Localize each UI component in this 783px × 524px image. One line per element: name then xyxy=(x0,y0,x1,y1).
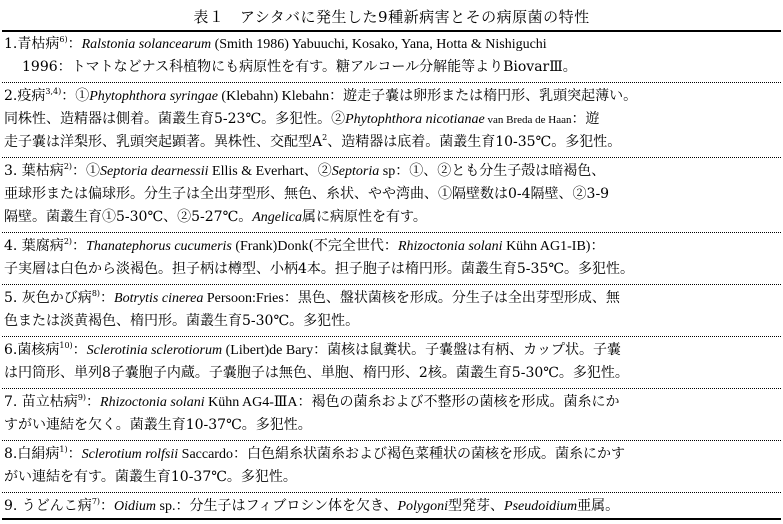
row-text: ： xyxy=(590,238,605,254)
row-divider xyxy=(2,336,781,337)
reference-superscript: 10) xyxy=(59,341,73,350)
row-text: Persoon:Fries xyxy=(203,291,284,306)
reference-superscript: 1) xyxy=(59,445,68,454)
row-text: sp xyxy=(379,164,396,179)
species-name: Ralstonia solancearum xyxy=(81,37,212,52)
table-row xyxy=(4,235,779,281)
reference-superscript: 2) xyxy=(63,237,73,246)
row-text: 3. 葉枯病 xyxy=(4,163,64,179)
row-text: (Libert)de Bary xyxy=(222,343,314,358)
row-text: 型発芽、 xyxy=(448,498,505,514)
species-name: Sclerotium rolfsii xyxy=(81,447,179,462)
row-line xyxy=(4,362,779,385)
row-line xyxy=(4,33,779,56)
row-divider xyxy=(2,157,781,158)
row-text: (不完全世代： xyxy=(308,238,398,254)
row-text: ：遊 xyxy=(571,111,600,127)
table-row xyxy=(4,85,779,154)
species-name: Botrytis cinerea xyxy=(114,291,204,306)
row-text: ：① xyxy=(72,163,101,179)
row-text: 8.白絹病 xyxy=(4,446,60,462)
species-name: Sclerotinia sclerotiorum xyxy=(86,343,223,358)
row-text: 走子嚢は洋梨形、乳頭突起顕著。異株性、交配型A xyxy=(4,134,323,150)
reference-superscript: 9) xyxy=(77,393,87,402)
row-text: ： xyxy=(72,342,87,358)
species-name: Rhizoctonia solani xyxy=(100,395,205,410)
row-line xyxy=(4,108,779,131)
top-rule xyxy=(2,30,781,32)
row-text: 亜球形または偏球形。分生子は全出芽型形、無色、糸状、やや湾曲、①隔壁数は0-4隔壁、②3-9 xyxy=(4,186,610,202)
row-line xyxy=(4,339,779,362)
row-text: 1.青枯病 xyxy=(4,36,60,52)
table-row xyxy=(4,287,779,333)
species-name: Phytophthora syringae xyxy=(89,89,218,104)
row-text: ：褐色の菌糸および不整形の菌核を形成。菌糸にか xyxy=(297,394,620,410)
row-text: sp. xyxy=(156,499,176,514)
row-divider xyxy=(2,492,781,493)
species-name: Septoria dearnessii xyxy=(100,164,209,179)
row-text: ： xyxy=(86,394,101,410)
row-text: 属に病原性を有す。 xyxy=(302,209,427,225)
row-text: ：遊走子嚢は卵形または楕円形、乳頭突起薄い。 xyxy=(329,88,638,104)
row-text: ： xyxy=(100,290,115,306)
reference-superscript: 2) xyxy=(63,162,73,171)
row-text: Saccardo xyxy=(178,447,233,462)
row-line xyxy=(4,131,779,154)
row-text: (Klebahn) Klebahn xyxy=(217,89,330,104)
row-text: 隔壁。菌叢生育①5-30℃、②5-27℃。 xyxy=(4,209,253,225)
species-name: Pseudoidium xyxy=(504,499,578,514)
row-line xyxy=(4,414,779,437)
species-name: Oidium xyxy=(114,499,157,514)
row-text: ：白色絹糸状菌糸および褐色菜種状の菌核を形成。菌糸にかす xyxy=(232,446,625,462)
row-text: 、造精器は底着。菌叢生育10-35℃。多犯性。 xyxy=(327,134,622,150)
row-text: 2.疫病 xyxy=(4,88,46,104)
species-name: Polygoni xyxy=(397,499,449,514)
table-row xyxy=(4,495,779,518)
reference-superscript: 6) xyxy=(59,35,68,44)
species-name: Thanatephorus cucumeris xyxy=(86,239,232,254)
species-name: Rhizoctonia solani xyxy=(397,239,503,254)
row-line xyxy=(4,287,779,310)
row-divider xyxy=(2,82,781,83)
row-divider xyxy=(2,440,781,441)
bottom-rule xyxy=(2,518,781,520)
row-text: ：①、②とも分生子殻は暗褐色、 xyxy=(395,163,606,179)
row-text: ：菌核は鼠糞状。子嚢盤は有柄、カップ状。子嚢 xyxy=(313,342,621,358)
row-text: Kühn AG1-IB) xyxy=(502,239,591,254)
row-line xyxy=(4,235,779,258)
row-divider xyxy=(2,388,781,389)
row-divider xyxy=(2,232,781,233)
row-text: がい連結を有す。菌叢生育10-37℃。多犯性。 xyxy=(4,469,297,485)
table-row xyxy=(4,33,779,79)
row-text: 子実層は白色から淡褐色。担子柄は樽型、小柄4本。担子胞子は楕円形。菌叢生育5-35℃。多犯性。 xyxy=(4,261,635,277)
row-text: 1996：トマトなどナス科植物にも病原性を有す。糖アルコール分解能等よりBiovarⅢ。 xyxy=(22,59,577,75)
row-line xyxy=(4,160,779,183)
row-text: ： xyxy=(72,238,87,254)
reference-superscript: 2 xyxy=(322,133,328,142)
row-text: 、② xyxy=(303,163,332,179)
row-text: すがい連結を欠く。菌叢生育10-37℃。多犯性。 xyxy=(4,417,312,433)
species-name: Angelica xyxy=(252,210,302,225)
row-text: 7. 苗立枯病 xyxy=(4,394,78,410)
row-line xyxy=(4,391,779,414)
row-line xyxy=(4,258,779,281)
row-text: ：分生子はフィブロシン体を欠き、 xyxy=(175,498,398,514)
row-text: 9. うどんこ病 xyxy=(4,498,92,514)
row-text: ： xyxy=(67,36,82,52)
table-title: 表１ アシタバに発生した9種新病害とその病原菌の特性 xyxy=(193,8,590,26)
row-text: ： xyxy=(67,446,82,462)
table-row xyxy=(4,160,779,229)
row-text: Ellis & Everhart xyxy=(208,164,304,179)
row-line xyxy=(4,56,779,79)
row-text: 6.菌核病 xyxy=(4,342,60,358)
row-text: ：① xyxy=(61,88,90,104)
row-text: 亜属。 xyxy=(577,498,620,514)
row-text: ： xyxy=(100,498,115,514)
row-text: (Smith 1986) Yabuuchi, Kosako, Yana, Hotta & Nishiguchi xyxy=(211,37,547,52)
reference-superscript: 3,4) xyxy=(45,87,62,96)
row-line xyxy=(4,466,779,489)
row-text: 4. 葉腐病 xyxy=(4,238,64,254)
row-line xyxy=(4,310,779,333)
row-text: ：黒色、盤状菌核を形成。分生子は全出芽型形成、無 xyxy=(283,290,620,306)
table-row xyxy=(4,339,779,385)
row-text: Kühn AG4-ⅢA xyxy=(204,395,298,410)
row-line xyxy=(4,183,779,206)
table-row xyxy=(4,391,779,437)
row-text: (Frank)Donk xyxy=(231,239,309,254)
species-name: Phytophthora nicotianae xyxy=(345,112,485,127)
reference-superscript: 7) xyxy=(91,497,101,506)
row-line xyxy=(4,495,779,518)
row-text: 色または淡黄褐色、楕円形。菌叢生育5-30℃。多犯性。 xyxy=(4,313,360,329)
row-divider xyxy=(2,284,781,285)
row-line xyxy=(4,206,779,229)
row-text: 5. 灰色かび病 xyxy=(4,290,92,306)
species-name: Septoria xyxy=(331,164,380,179)
row-text: van Breda de Haan xyxy=(484,114,572,126)
reference-superscript: 8) xyxy=(91,289,101,298)
row-line xyxy=(4,443,779,466)
row-text: 同株性、造精器は側着。菌叢生育5-23℃。多犯性。② xyxy=(4,111,346,127)
row-text: は円筒形、単列8子嚢胞子内蔵。子嚢胞子は無色、単胞、楕円形、2核。菌叢生育5-30℃。多犯性。 xyxy=(4,365,629,381)
row-line xyxy=(4,85,779,108)
table-row xyxy=(4,443,779,489)
